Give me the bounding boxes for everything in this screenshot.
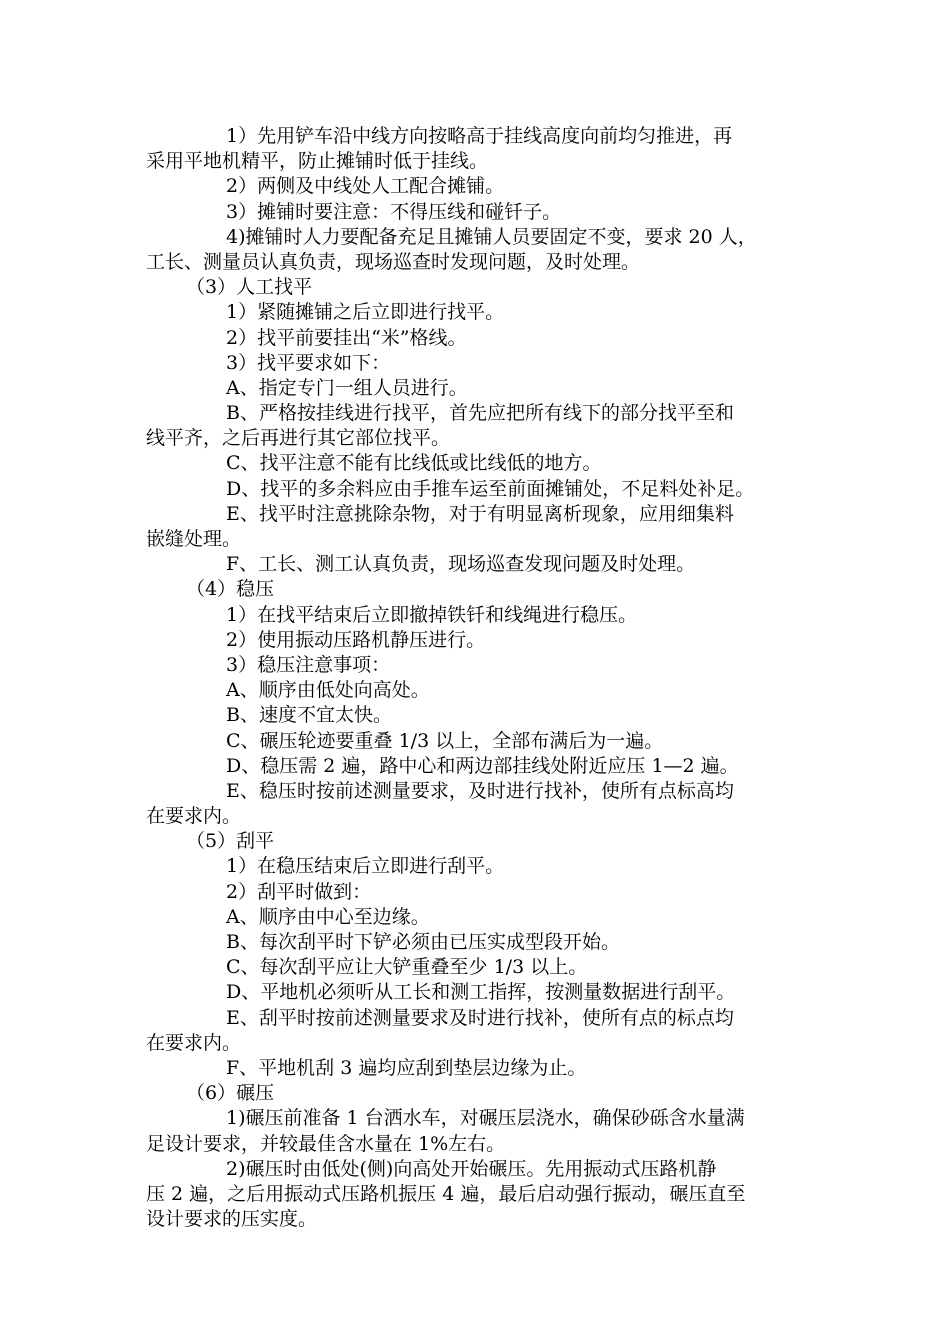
text-line: 在要求内。: [146, 805, 242, 828]
text-line: E、找平时注意挑除杂物，对于有明显离析现象，应用细集料: [226, 502, 734, 525]
text-line: 工长、测量员认真负责，现场巡查时发现问题，及时处理。: [146, 250, 641, 273]
text-line: 2）刮平时做到：: [226, 880, 372, 903]
text-line: 足设计要求，并较最佳含水量在 1%左右。: [146, 1132, 506, 1155]
text-line: 4)摊铺时人力要配备充足且摊铺人员要固定不变，要求 20 人，: [226, 225, 757, 248]
text-line: F、平地机刮 3 遍均应刮到垫层边缘为止。: [226, 1056, 587, 1079]
text-line: 压 2 遍，之后用振动式压路机振压 4 遍，最后启动强行振动，碾压直至: [146, 1182, 746, 1205]
section-heading: （3）人工找平: [186, 276, 313, 299]
text-line: 2）使用振动压路机静压进行。: [226, 628, 486, 651]
text-line: 3）找平要求如下：: [226, 351, 391, 374]
text-line: 嵌缝处理。: [146, 528, 242, 550]
text-line: B、速度不宜太快。: [226, 704, 392, 727]
text-line: D、平地机必须听从工长和测工指挥，按测量数据进行刮平。: [226, 981, 736, 1004]
text-line: 2)碾压时由低处(侧)向高处开始碾压。先用振动式压路机静: [226, 1157, 717, 1180]
text-line: 1）紧随摊铺之后立即进行找平。: [226, 301, 505, 324]
text-line: C、碾压轮迹要重叠 1/3 以上，全部布满后为一遍。: [226, 729, 664, 752]
text-line: A、顺序由中心至边缘。: [226, 905, 430, 928]
text-line: A、顺序由低处向高处。: [226, 679, 430, 702]
text-line: 采用平地机精平，防止摊铺时低于挂线。: [146, 150, 489, 173]
text-line: 1）在找平结束后立即撤掉铁钎和线绳进行稳压。: [226, 603, 638, 626]
text-line: 3）稳压注意事项：: [226, 653, 391, 676]
text-line: 1)碾压前准备 1 台洒水车，对碾压层浇水，确保砂砾含水量满: [226, 1107, 745, 1130]
document-body: [146, 124, 812, 1232]
text-line: E、稳压时按前述测量要求，及时进行找补，使所有点标高均: [226, 779, 734, 802]
text-line: F、工长、测工认真负责，现场巡查发现问题及时处理。: [226, 553, 696, 576]
text-line: 在要求内。: [146, 1031, 242, 1054]
text-line: 2）找平前要挂出“米”格线。: [226, 326, 467, 349]
text-line: 3）摊铺时要注意：不得压线和碰钎子。: [226, 200, 562, 223]
text-line: C、找平注意不能有比线低或比线低的地方。: [226, 452, 602, 475]
section-heading: （5）刮平: [186, 830, 275, 853]
text-line: 2）两侧及中线处人工配合摊铺。: [226, 175, 505, 198]
text-line: D、稳压需 2 遍，路中心和两边部挂线处附近应压 1—2 遍。: [226, 754, 739, 777]
section-heading: （6）碾压: [186, 1082, 275, 1105]
text-line: D、找平的多余料应由手推车运至前面摊铺处，不足料处补足。: [226, 477, 755, 500]
text-line: 线平齐，之后再进行其它部位找平。: [146, 427, 451, 450]
text-line: 1）在稳压结束后立即进行刮平。: [226, 855, 505, 878]
text-line: A、指定专门一组人员进行。: [226, 376, 468, 399]
text-line: 1）先用铲车沿中线方向按略高于挂线高度向前均匀推进，再: [226, 125, 733, 147]
section-heading: （4）稳压: [186, 578, 275, 601]
text-line: B、每次刮平时下铲必须由已压实成型段开始。: [226, 931, 620, 953]
text-line: B、严格按挂线进行找平，首先应把所有线下的部分找平至和: [226, 402, 734, 425]
text-line: 设计要求的压实度。: [146, 1208, 318, 1231]
text-line: E、刮平时按前述测量要求及时进行找补，使所有点的标点均: [226, 1006, 734, 1029]
text-line: C、每次刮平应让大铲重叠至少 1/3 以上。: [226, 956, 588, 979]
